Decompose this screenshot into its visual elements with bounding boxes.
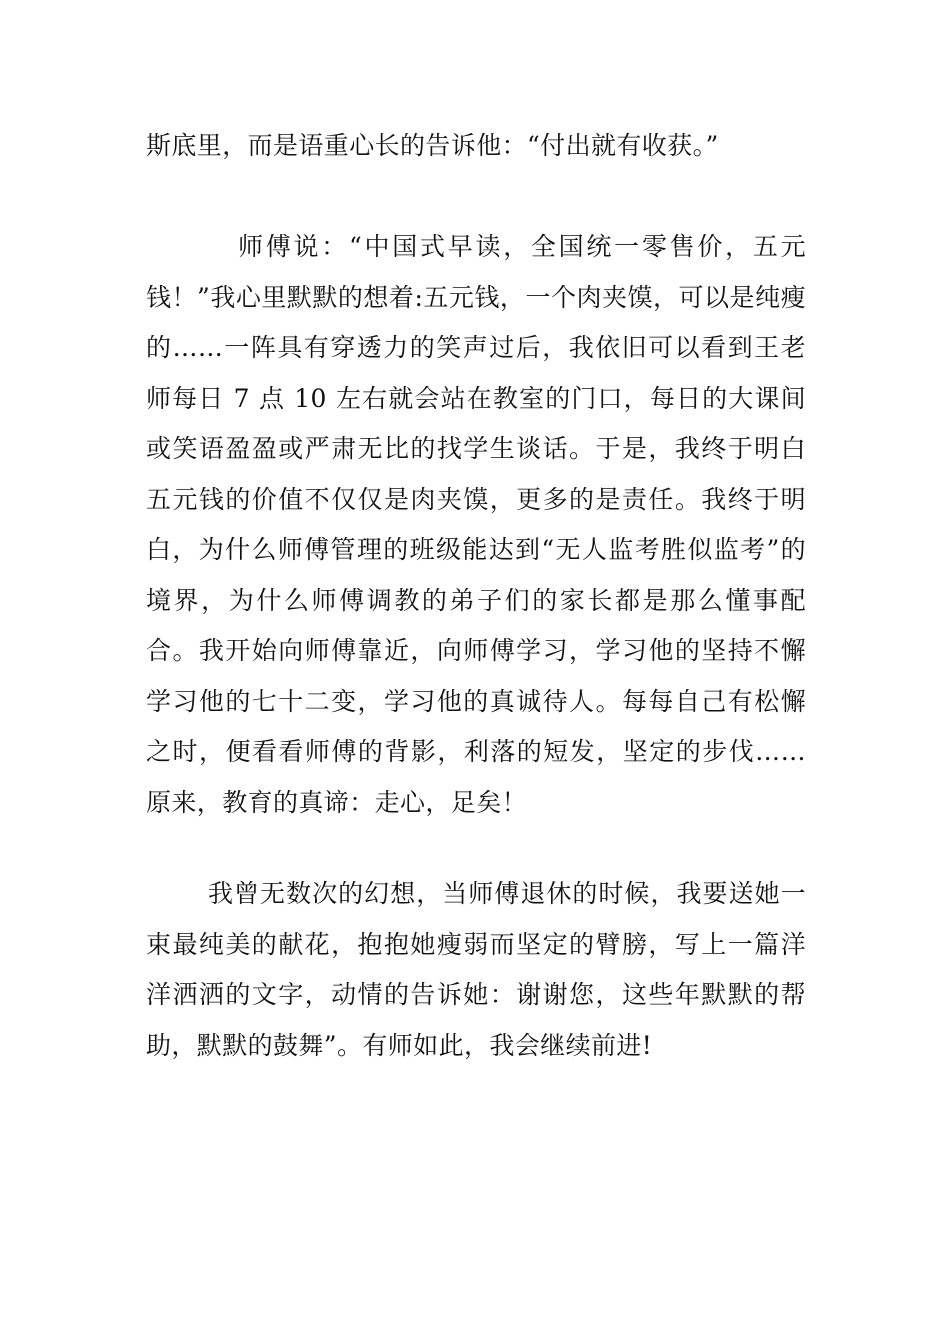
paragraph-1: 斯底里，而是语重心长的告诉他：“付出就有收获。”	[146, 131, 719, 160]
paragraph-2: 师傅说：“中国式早读，全国统一零售价，五元钱！”我心里默默的想着:五元钱，一个肉夹馍，可以是纯瘦的……一阵具有穿透力的笑声过后，我依旧可以看到王老师每日 7 点 10 左右就会站在教室的门口，每日的大课间或笑语盈盈或严肃无比的找学生谈话。于是，我终于明白五元钱的价值不仅仅是肉夹馍，更多的是责任。我终于明白，为什么师傅管理的班级能达到“无人监考胜似监考”的境界，为什么师傅调教的弟子们的家长都是那么懂事配合。我开始向师傅靠近，向师傅学习，学习他的坚持不懈学习他的七十二变，学习他的真诚待人。每每自己有松懈之时，便看看师傅的背影，利落的短发，坚定的步伐……原来，教育的真谛：走心，足矣！	[146, 232, 806, 817]
paragraph-3: 我曾无数次的幻想，当师傅退休的时候，我要送她一束最纯美的献花，抱抱她瘦弱而坚定的臂膀，写上一篇洋洋洒洒的文字，动情的告诉她：谢谢您，这些年默默的帮助，默默的鼓舞”。有师如此，我会继续前进!	[146, 879, 806, 1060]
